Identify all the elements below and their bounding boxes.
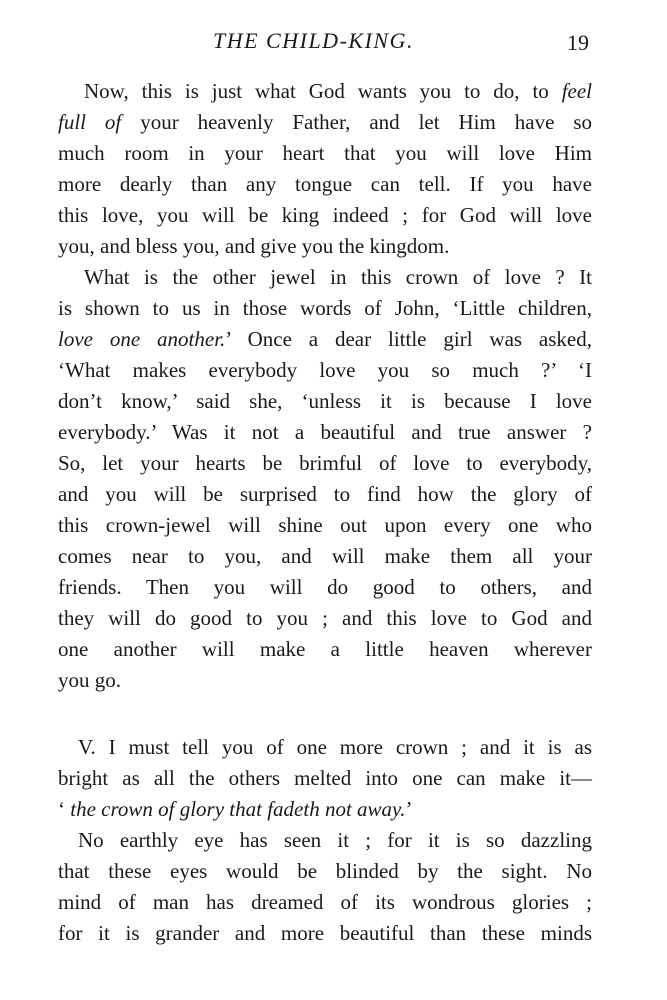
italic-run: feel [561,79,592,103]
text-line: mind of man has dreamed of its wondrous glories ; [58,890,592,914]
text-line [58,107,592,138]
text-line: this crown-jewel will shine out upon every one who [58,513,592,537]
text-line: friends. Then you will do good to others, and [58,575,592,599]
text-line: What is the other jewel in this crown of love ? It [84,265,592,289]
running-head [0,28,667,58]
text-line: they will do good to you ; and this love to God and [58,606,592,630]
text-line: one another will make a little heaven wherever [58,637,592,661]
text-line: for it is grander and more beautiful than these minds [58,921,592,945]
running-title: THE CHILD-KING. [213,28,414,53]
paragraph-2 [58,262,592,696]
text-line [58,76,592,107]
text-line: you go. [58,668,121,692]
text-run: Now, this is just what God wants you to do, to [84,79,562,103]
italic-run: the crown of glory that fadeth not away. [70,797,406,821]
text-run: ‘ [58,797,71,821]
text-line [58,794,592,825]
text-line: much room in your heart that you will love Him [58,141,592,165]
text-run: your heavenly Father, and let Him have so [121,110,592,134]
text-line: that these eyes would be blinded by the sight. No [58,859,592,883]
text-line: V. I must tell you of one more crown ; and it is as [78,735,592,759]
text-line: No earthly eye has seen it ; for it is so dazzling [78,828,592,852]
text-line: comes near to you, and will make them all your [58,544,592,568]
text-line: So, let your hearts be brimful of love to everybody, [58,451,592,475]
text-run: ’ Once a dear little girl was asked, [225,327,592,351]
paragraph-3 [58,732,592,825]
text-line: more dearly than any tongue can tell. If you have [58,172,592,196]
text-line: you, and bless you, and give you the kingdom. [58,234,450,258]
italic-run: full of [58,110,122,134]
text-line: and you will be surprised to find how the glory of [58,482,592,506]
text-line: don’t know,’ said she, ‘unless it is because I love [58,389,592,413]
page-number: 19 [567,30,589,55]
text-line: everybody.’ Was it not a beautiful and true answer ? [58,420,592,444]
text-run: ’ [405,797,413,821]
paragraph-1 [58,76,592,262]
italic-run: love one another. [58,327,226,351]
text-line [58,324,592,355]
text-line: this love, you will be king indeed ; for God will love [58,203,592,227]
text-line: bright as all the others melted into one can make it— [58,766,592,790]
text-line: ‘What makes everybody love you so much ?’ ‘I [58,358,592,382]
paragraph-4 [58,825,592,949]
text-line: is shown to us in those words of John, ‘Little children, [58,296,592,320]
